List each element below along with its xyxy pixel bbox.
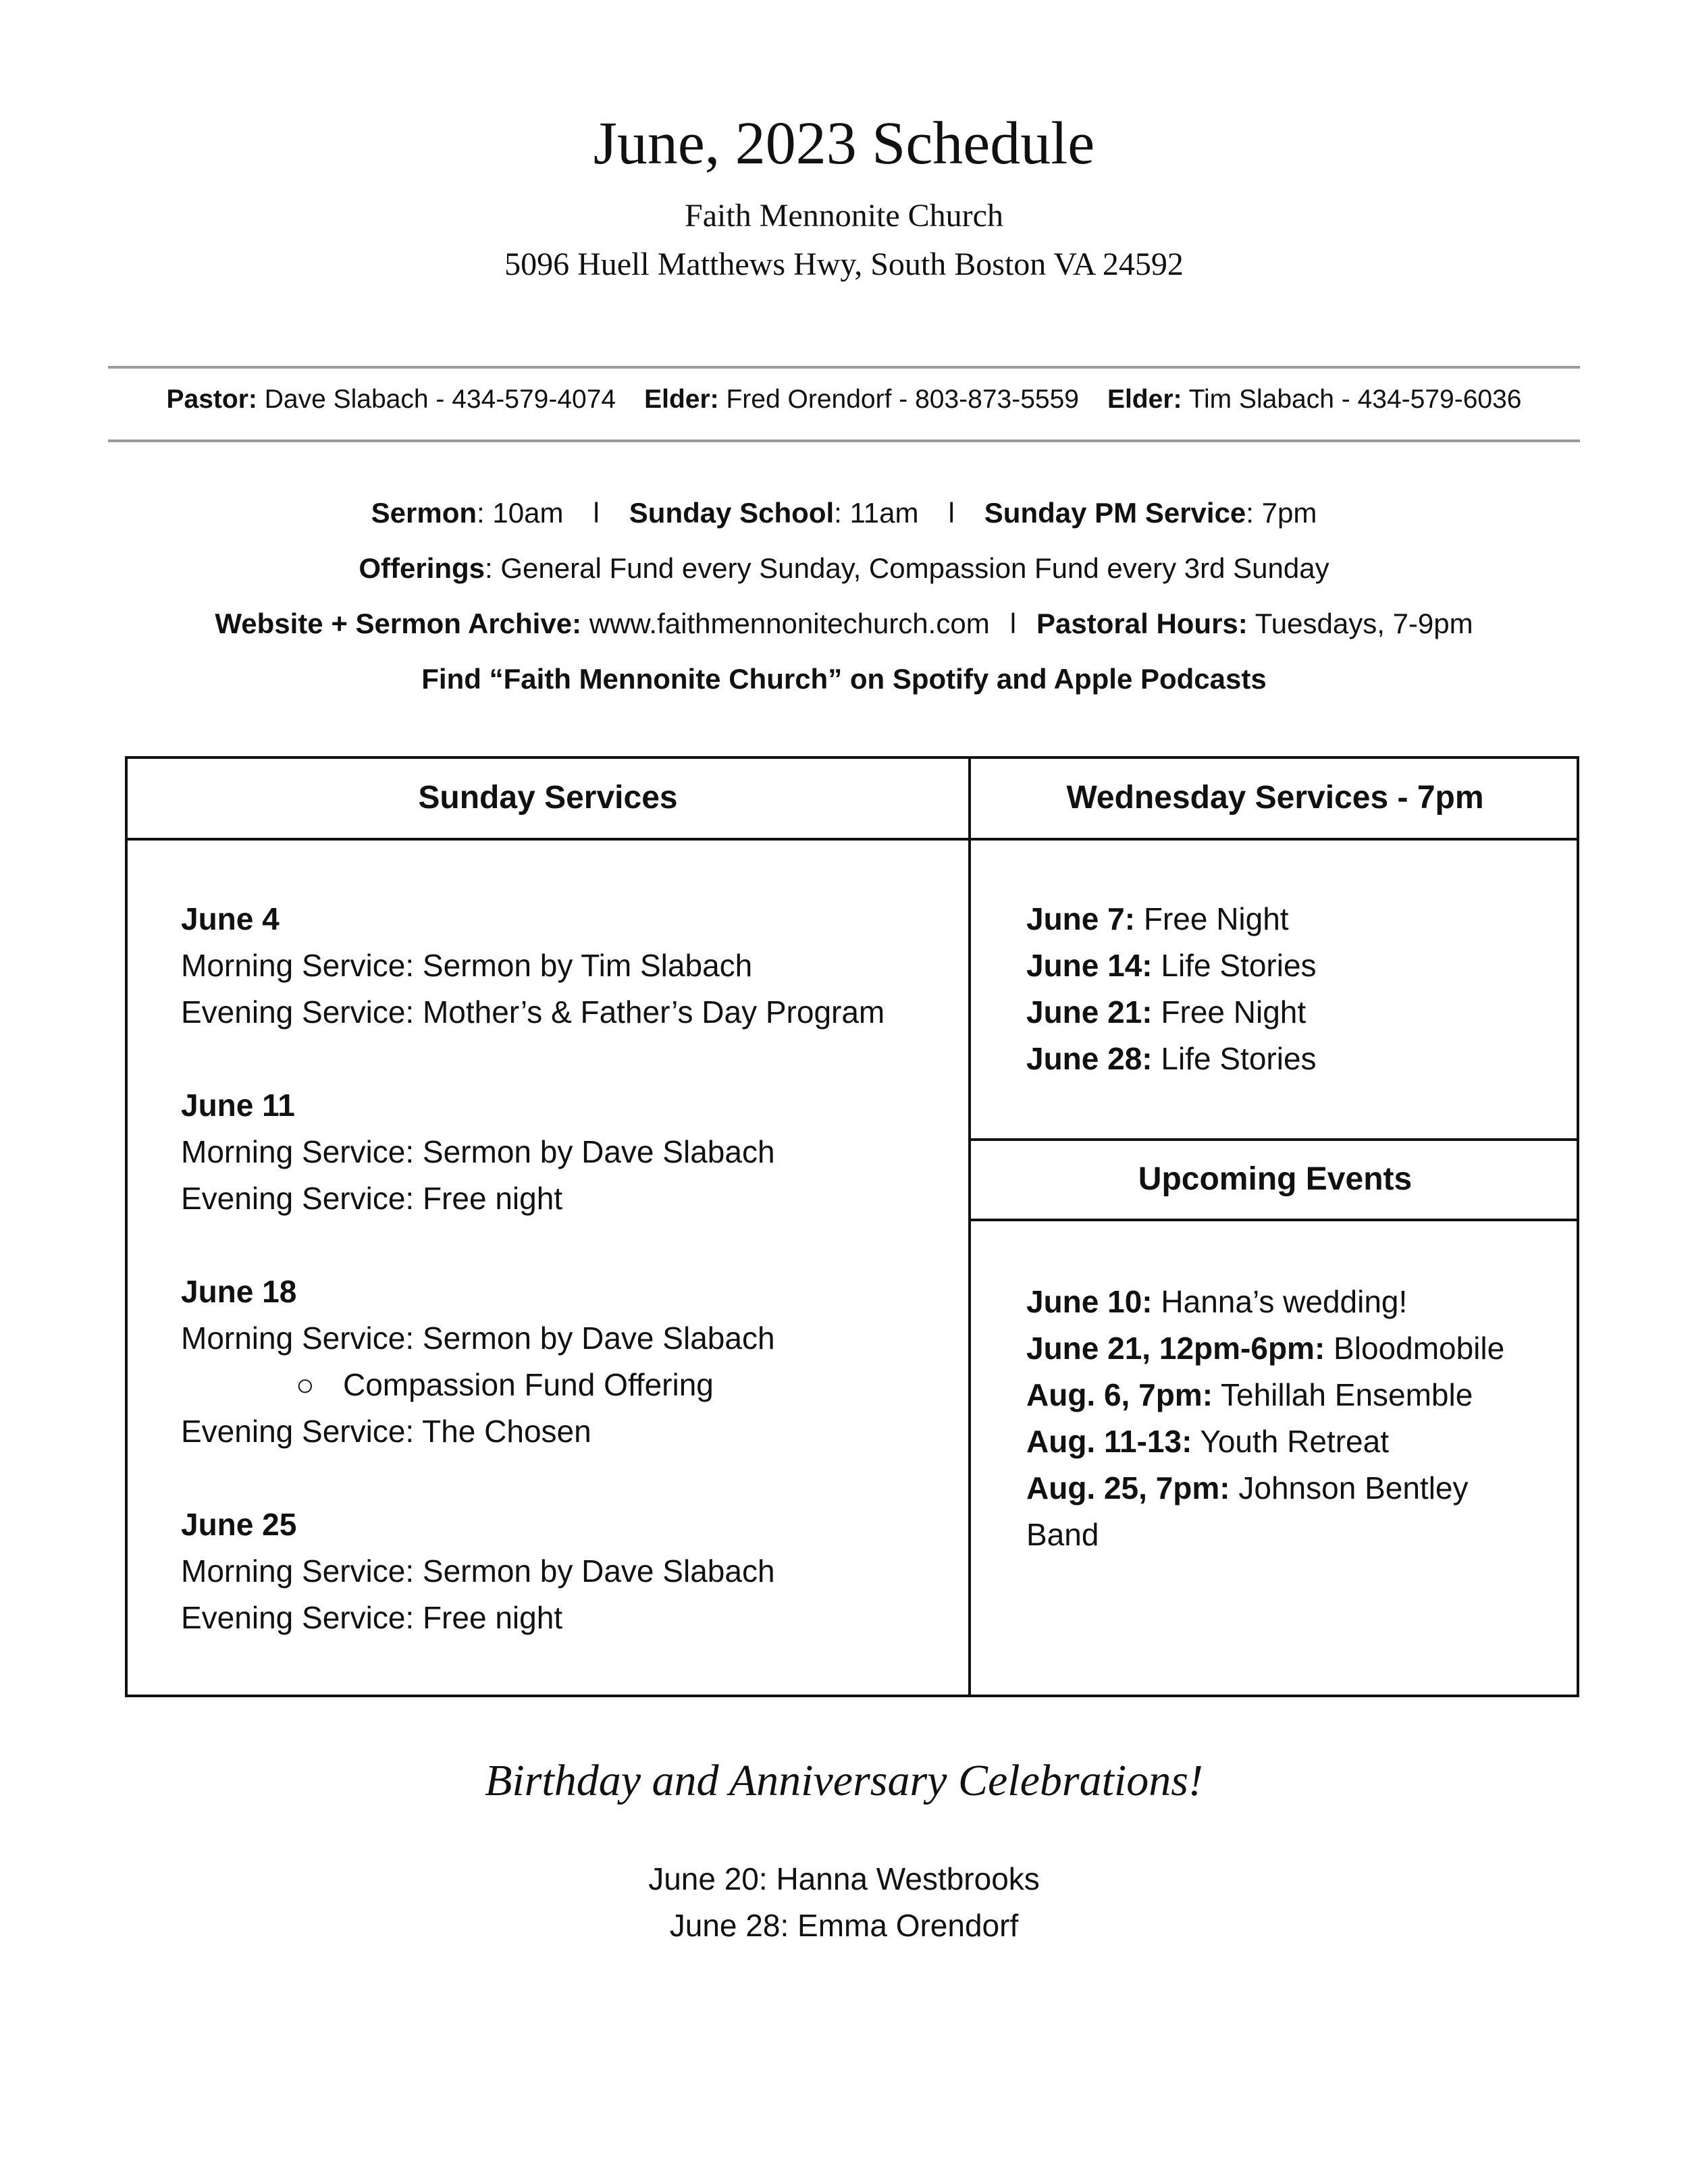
list-item: Morning Service: Sermon by Tim Slabach [181,948,753,983]
leader-role: Elder: [1107,385,1182,414]
separator: l [593,497,600,529]
celebrations-title: Birthday and Anniversary Celebrations! [485,1756,1203,1805]
list-item: Aug. 11-13: Youth Retreat [1026,1424,1389,1459]
list-item: June 28: Life Stories [1026,1041,1317,1076]
celebration-item: June 20: Hanna Westbrooks [648,1861,1040,1896]
list-item: June 4 [181,901,280,936]
separator: l [948,497,955,529]
wednesday-services-header: Wednesday Services - 7pm [1066,780,1484,816]
pm-service-time: : 7pm [1246,497,1317,529]
list-item: June 21: Free Night [1026,994,1307,1030]
list-item: Aug. 6, 7pm: Tehillah Ensemble [1026,1377,1473,1412]
list-item: June 18 [181,1274,297,1309]
list-item: June 11 [181,1088,295,1123]
school-label: Sunday School [629,497,835,529]
sunday-services-list [181,896,885,1641]
list-item: Evening Service: Mother’s & Father’s Day Program [181,994,885,1030]
list-item: Morning Service: Sermon by Dave Slabach [181,1134,775,1169]
website-line [0,605,1688,643]
pm-service-label: Sunday PM Service [984,497,1246,529]
divider-top [108,366,1580,369]
schedule-table [125,756,1579,1697]
list-item: Morning Service: Sermon by Dave Slabach [181,1553,775,1589]
leaders-bar [0,383,1688,417]
upcoming-events-header: Upcoming Events [1138,1161,1413,1197]
list-item: Evening Service: Free night [181,1600,563,1635]
church-address: 5096 Huell Matthews Hwy, South Boston VA 24592 [504,246,1184,282]
list-item: Aug. 25, 7pm: Johnson Bentley [1026,1470,1469,1506]
list-item: June 25 [181,1507,297,1542]
church-name: Faith Mennonite Church [685,198,1003,234]
school-time: : 11am [834,497,919,529]
leader-info: Tim Slabach - 434-579-6036 [1188,385,1522,414]
list-item: Evening Service: Free night [181,1181,563,1216]
wednesday-services-list [1026,896,1317,1082]
pastoral-hours-text: Tuesdays, 7-9pm [1255,608,1473,639]
separator: l [1009,608,1017,639]
sermon-time: : 10am [477,497,564,529]
leader-role: Pastor: [166,385,257,414]
circle-bullet-icon: ○ [296,1367,315,1402]
service-times [0,494,1688,532]
list-item: June 21, 12pm-6pm: Bloodmobile [1026,1331,1505,1366]
sunday-services-header: Sunday Services [418,780,678,816]
pastoral-hours-label: Pastoral Hours: [1036,608,1248,639]
leader-info: Fred Orendorf - 803-873-5559 [726,385,1079,414]
divider-bottom [108,440,1580,442]
offerings-text: : General Fund every Sunday, Compassion Fund every 3rd Sunday [485,552,1329,584]
events-header-rule [968,1219,1579,1221]
list-item: Evening Service: The Chosen [181,1414,591,1449]
events-top-rule [968,1138,1579,1141]
page-title: June, 2023 Schedule [593,110,1095,177]
podcast-note: Find “Faith Mennonite Church” on Spotify and Apple Podcasts [421,663,1267,695]
header-rule [128,838,1577,841]
offerings-line [0,550,1688,587]
website-url[interactable]: www.faithmennonitechurch.com [589,608,990,639]
leader-role: Elder: [644,385,719,414]
list-item: Morning Service: Sermon by Dave Slabach [181,1321,775,1356]
celebration-item: June 28: Emma Orendorf [669,1908,1019,1943]
offerings-label: Offerings [359,552,485,584]
table-divider [968,759,971,1695]
list-item: June 10: Hanna’s wedding! [1026,1284,1408,1319]
website-label: Website + Sermon Archive: [215,608,582,639]
list-item: June 7: Free Night [1026,901,1289,936]
list-item: ○ Compassion Fund Offering [181,1362,885,1408]
sermon-label: Sermon [371,497,477,529]
list-item: Band [1026,1517,1099,1552]
upcoming-events-list [1026,1279,1504,1558]
leader-info: Dave Slabach - 434-579-4074 [264,385,616,414]
list-item: June 14: Life Stories [1026,948,1317,983]
